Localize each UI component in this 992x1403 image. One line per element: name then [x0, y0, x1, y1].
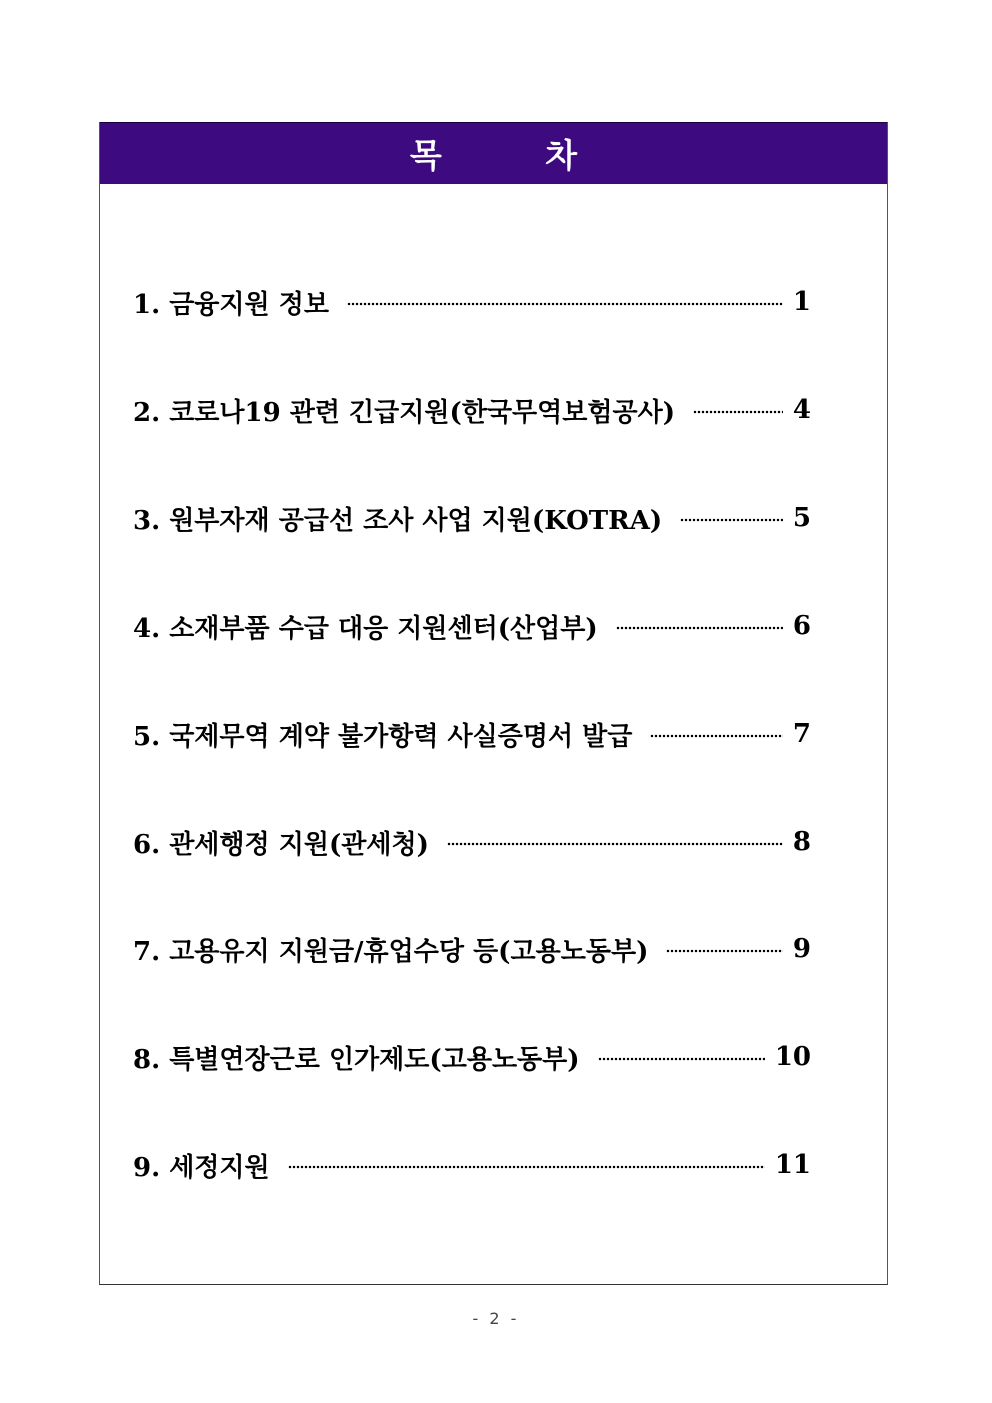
toc-header: [100, 122, 887, 184]
toc-title: 목 차: [409, 136, 624, 175]
toc-item-label: 4. 소재부품 수급 대응 지원센터(산업부): [133, 613, 598, 644]
page-number: - 2 -: [472, 1309, 520, 1328]
toc-item-page: 7: [792, 719, 811, 749]
toc-item-page: 1: [792, 287, 811, 317]
toc-item-label: 1. 금융지원 정보: [133, 289, 329, 320]
toc-leader: [288, 1165, 765, 1169]
toc-item-label: 9. 세정지원: [133, 1152, 270, 1183]
toc-leader: [650, 734, 783, 738]
toc-item[interactable]: [133, 714, 811, 754]
toc-item-label: 7. 고용유지 지원금/휴업수당 등(고용노동부): [133, 936, 649, 967]
toc-leader: [680, 518, 783, 522]
toc-item-label: 2. 코로나19 관련 긴급지원(한국무역보험공사): [133, 397, 676, 428]
toc-leader: [598, 1057, 765, 1061]
toc-item[interactable]: [133, 606, 811, 646]
toc-item-label: 5. 국제무역 계약 불가항력 사실증명서 발급: [133, 721, 633, 752]
toc-item[interactable]: [133, 282, 811, 322]
toc-item[interactable]: [133, 929, 811, 969]
toc-item[interactable]: [133, 390, 811, 430]
toc-item-page: 6: [792, 611, 811, 641]
toc-leader: [616, 626, 783, 630]
toc-item[interactable]: [133, 1037, 811, 1077]
toc-item[interactable]: [133, 822, 811, 862]
toc-item-page: 4: [792, 395, 811, 425]
toc-leader: [447, 842, 783, 846]
toc-item[interactable]: [133, 498, 811, 538]
toc-item-label: 6. 관세행정 지원(관세청): [133, 829, 429, 860]
toc-item-page: 10: [774, 1042, 811, 1072]
toc-item[interactable]: [133, 1145, 811, 1185]
toc-box: [99, 122, 888, 1285]
toc-item-page: 11: [774, 1150, 811, 1180]
toc-leader: [666, 949, 783, 953]
toc-item-page: 5: [792, 503, 811, 533]
toc-item-label: 3. 원부자재 공급선 조사 사업 지원(KOTRA): [133, 505, 663, 536]
toc-leader: [693, 410, 783, 414]
toc-leader: [347, 302, 783, 306]
toc-item-page: 8: [792, 827, 811, 857]
toc-item-label: 8. 특별연장근로 인가제도(고용노동부): [133, 1044, 580, 1075]
toc-item-page: 9: [792, 934, 811, 964]
